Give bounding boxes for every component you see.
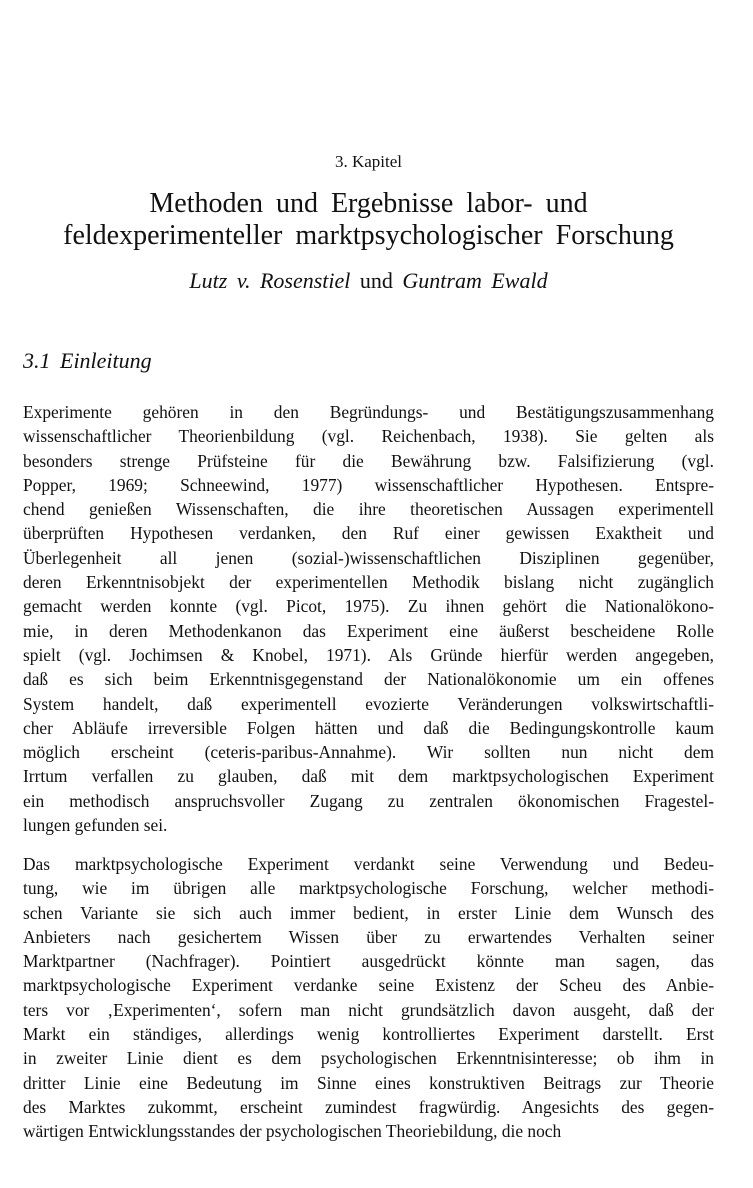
text-line: Überlegenheit all jenen (sozial-)wissenschaftlichen Disziplinen gegenüber, xyxy=(23,547,714,568)
text-line: besonders strenge Prüfsteine für die Bewährung bzw. Falsifizierung (vgl. xyxy=(23,450,714,471)
text-line: dritter Linie eine Bedeutung im Sinne eines konstruktiven Beitrags zur Theorie xyxy=(23,1072,714,1093)
paragraph-1 xyxy=(23,400,714,837)
text-line: möglich erscheint (ceteris-paribus-Annahme). Wir sollten nun nicht dem xyxy=(23,742,714,763)
text-line: spielt (vgl. Jochimsen & Knobel, 1971). Als Gründe hierfür werden angegeben, xyxy=(23,644,714,665)
text-line: ein methodisch anspruchsvoller Zugang zu zentralen ökonomischen Fragestel- xyxy=(23,790,714,811)
text-line: cher Abläufe irreversible Folgen hätten und daß die Bedingungskontrolle kaum xyxy=(23,717,714,738)
text-line: Das marktpsychologische Experiment verdankt seine Verwendung und Bedeu- xyxy=(23,854,714,874)
text-line: schen Variante sie sich auch immer bedient, in erster Linie dem Wunsch des xyxy=(23,902,714,923)
text-line: Experimente gehören in den Begründungs- und Bestätigungszusammenhang xyxy=(23,402,714,422)
text-line: ters vor ‚Experimenten‘, sofern man nicht grundsätzlich davon ausgeht, daß der xyxy=(23,999,714,1020)
text-line: überprüften Hypothesen verdanken, den Ruf einer gewissen Exaktheit und xyxy=(23,523,714,544)
author-2: Guntram Ewald xyxy=(402,268,548,293)
text-line: Anbieters nach gesichertem Wissen über zu erwartendes Verhalten seiner xyxy=(23,926,714,947)
chapter-title xyxy=(23,188,714,252)
authors xyxy=(23,268,714,294)
author-joiner: und xyxy=(359,268,393,293)
text-line: mie, in deren Methodenkanon das Experiment eine äußerst bescheidene Rolle xyxy=(23,620,714,641)
text-line: tung, wie im übrigen alle marktpsychologische Forschung, welcher methodi- xyxy=(23,878,714,899)
paragraph-2 xyxy=(23,852,714,1144)
chapter-title-line-1: Methoden und Ergebnisse labor- und xyxy=(149,188,588,219)
text-line: wissenschaftlicher Theorienbildung (vgl. Reichenbach, 1938). Sie gelten als xyxy=(23,426,714,447)
text-line: chend genießen Wissenschaften, die ihre theoretischen Aussagen experimentell xyxy=(23,499,714,520)
text-line: lungen gefunden sei. xyxy=(23,815,168,836)
text-line: Popper, 1969; Schneewind, 1977) wissenschaftlicher Hypothesen. Entspre- xyxy=(23,474,714,495)
text-line: Marktpartner (Nachfrager). Pointiert ausgedrückt könnte man sagen, das xyxy=(23,951,714,972)
section-heading: 3.1 Einleitung xyxy=(23,348,152,373)
text-line: gemacht werden konnte (vgl. Picot, 1975). Zu ihnen gehört die Nationalökono- xyxy=(23,596,714,617)
chapter-title-line-2: feldexperimenteller marktpsychologischer Forschung xyxy=(63,220,674,251)
text-line: in zweiter Linie dient es dem psychologischen Erkenntnisinteresse; ob ihm in xyxy=(23,1048,714,1069)
text-line: wärtigen Entwicklungsstandes der psychologischen Theoriebildung, die noch xyxy=(23,1121,562,1142)
chapter-label: 3. Kapitel xyxy=(334,152,403,171)
text-line: Markt ein ständiges, allerdings wenig kontrolliertes Experiment darstellt. Erst xyxy=(23,1024,714,1045)
text-line: des Marktes zukommt, erscheint zumindest fragwürdig. Angesichts des gegen- xyxy=(23,1096,714,1117)
text-line: marktpsychologische Experiment verdanke seine Existenz der Scheu des Anbie- xyxy=(23,975,714,996)
text-line: deren Erkenntnisobjekt der experimentellen Methodik bislang nicht zugänglich xyxy=(23,572,714,593)
text-line: Irrtum verfallen zu glauben, daß mit dem marktpsychologischen Experiment xyxy=(23,766,714,787)
text-line: System handelt, daß experimentell evozierte Veränderungen volkswirtschaftli- xyxy=(23,693,714,714)
text-line: daß es sich beim Erkenntnisgegenstand der Nationalökonomie um ein offenes xyxy=(23,669,714,690)
author-1: Lutz v. Rosenstiel xyxy=(189,268,351,293)
